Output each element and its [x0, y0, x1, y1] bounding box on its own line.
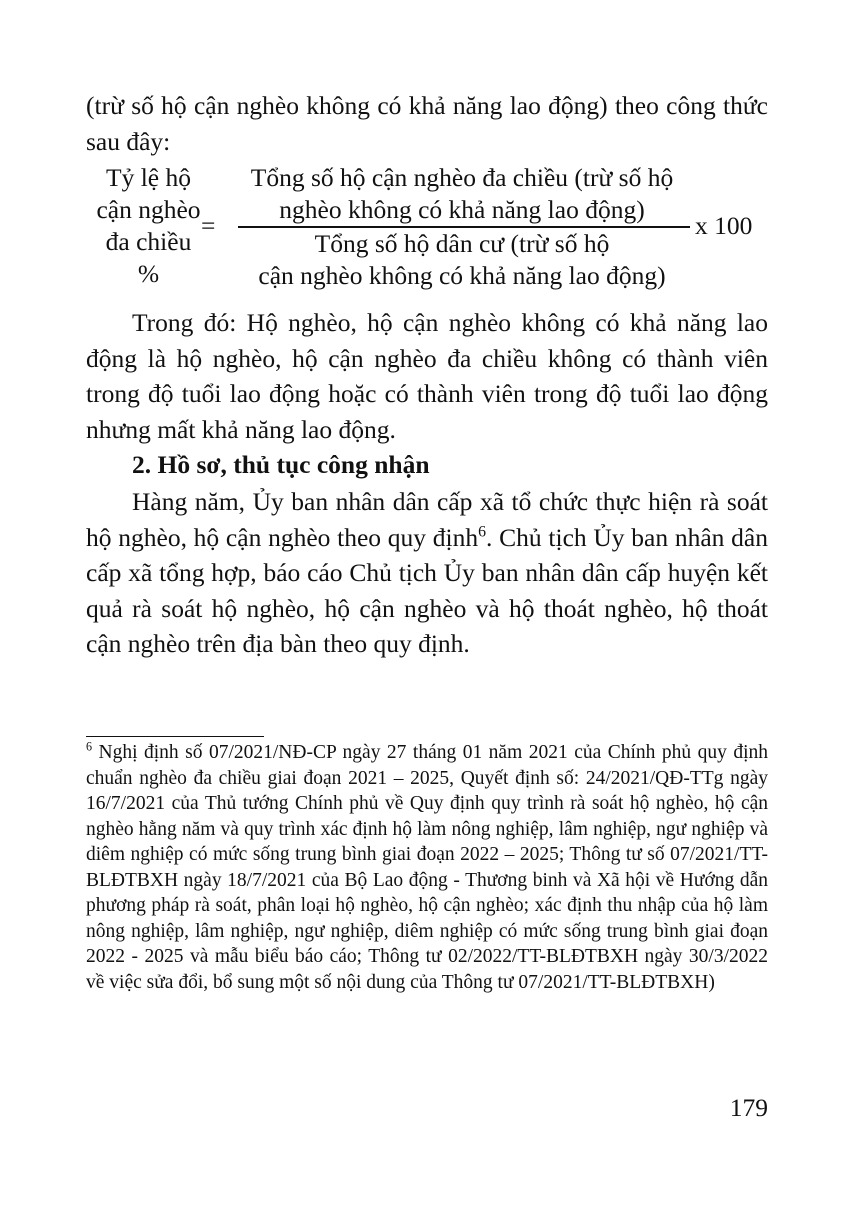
procedure-text-part1: Hàng năm, Ủy ban nhân dân cấp xã tổ chức thực hiện rà soát hộ nghèo, hộ cận nghèo theo quy định [86, 487, 768, 552]
formula-lhs-line: % [137, 259, 160, 288]
formula-denominator [234, 228, 690, 292]
footnote [86, 740, 768, 995]
intro-paragraph [86, 88, 768, 159]
formula-numerator [234, 162, 690, 226]
formula-lhs-line: Tỷ lệ hộ [106, 163, 191, 192]
definition-paragraph [86, 305, 768, 447]
procedure-text-part2: . Chủ tịch Ủy ban nhân dân cấp xã tổng hợp, báo cáo Chủ tịch Ủy ban nhân dân cấp huyện kết quả rà soát hộ nghèo, hộ cận nghèo và hộ thoát nghèo, hộ thoát cận nghèo trên địa bàn theo quy định. [86, 522, 769, 658]
footnote-separator [86, 736, 264, 737]
formula-denominator-line: Tổng số hộ dân cư (trừ số hộ [314, 229, 610, 258]
formula-denominator-line: cận nghèo không có khả năng lao động) [258, 261, 666, 290]
footnote-text: Nghị định số 07/2021/NĐ-CP ngày 27 tháng 01 năm 2021 của Chính phủ quy định chuẩn nghèo đa chiều giai đoạn 2021 – 2025, Quyết định số: 24/2021/QĐ-TTg ngày 16/7/2021 của Thủ tướng Chính phủ về Quy định quy trình rà soát hộ nghèo, hộ cận nghèo hằng năm và quy trình xác định hộ làm nông nghiệp, lâm nghiệp, ngư nghiệp và diêm nghiệp có mức sống trung bình giai đoạn 2022 – 2025; Thông tư số 07/2021/TT-BLĐTBXH ngày 18/7/2021 của Bộ Lao động - Thương binh và Xã hội về Hướng dẫn phương pháp rà soát, phân loại hộ nghèo, hộ cận nghèo; xác định thu nhập của hộ làm nông nghiệp, lâm nghiệp, ngư nghiệp, diêm nghiệp có mức sống trung bình giai đoạn 2022 - 2025 và mẫu biểu báo cáo; Thông tư 02/2022/TT-BLĐTBXH ngày 30/3/2022 về việc sửa đổi, bổ sung một số nội dung của Thông tư 07/2021/TT-BLĐTBXH) [86, 742, 768, 993]
formula-numerator-line: Tổng số hộ cận nghèo đa chiều (trừ số hộ [250, 163, 674, 192]
formula-equals-sign: = [201, 211, 216, 240]
formula-lhs [86, 162, 211, 290]
definition-text: Trong đó: Hộ nghèo, hộ cận nghèo không có khả năng lao động là hộ nghèo, hộ cận nghèo đa chiều không có thành viên trong độ tuổi lao động hoặc có thành viên trong độ tuổi lao động nhưng mất khả năng lao động. [86, 308, 768, 444]
footnote-mark: 6 [86, 739, 93, 754]
formula-lhs-line: cận nghèo [96, 195, 201, 224]
formula-multiplier: x 100 [695, 211, 753, 240]
procedure-paragraph [86, 484, 768, 662]
formula-numerator-line: nghèo không có khả năng lao động) [279, 195, 645, 224]
intro-text: (trừ số hộ cận nghèo không có khả năng lao động) theo công thức sau đây: [86, 91, 768, 156]
page-number: 179 [729, 1093, 768, 1122]
formula-lhs-line: đa chiều [105, 227, 192, 256]
footnote-reference-mark[interactable]: 6 [478, 523, 487, 540]
near-poverty-rate-formula [86, 162, 768, 292]
section-heading: 2. Hồ sơ, thủ tục công nhận [132, 450, 430, 479]
